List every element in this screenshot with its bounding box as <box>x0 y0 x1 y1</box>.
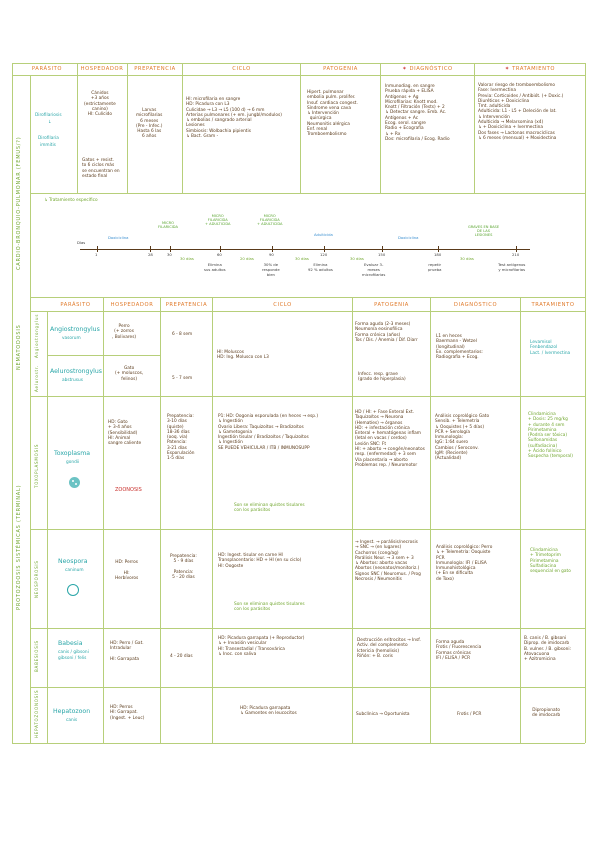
dirofilaria-name: Dirofilaria <box>38 136 59 141</box>
dir-prepatencia: Larvas microfilarias 6 meses (Pre - Infec.) Hasta 6 las 6 años <box>136 108 163 140</box>
hepatozoon-hospedador: HD: Perros HI: Garrapat. (Ingest. + Leuc) <box>110 705 145 721</box>
neospora-tratamiento: Clindamicina + Trimetoprim Pirimetamina Sulfadiacina sequencial en gato <box>530 548 571 575</box>
header-prepatencia: PREPATENCIA <box>134 66 176 72</box>
gap-label-2: 20 días <box>240 256 254 261</box>
neospora-ciclo: HD: Ingest. tisular en carne HI Transplacentario: HD + HI (en su ciclo) HI: Oogoste <box>218 553 302 569</box>
toxo-bottom <box>30 529 585 530</box>
star-icon: ✶ <box>504 66 513 72</box>
second-header-bottom <box>30 311 585 312</box>
hepatozoon-species: canis <box>66 718 78 723</box>
toxo-patogenia: HD / HI: + Fase Enteral Ext. Taquizoítos → Neurona (Hematíes) → órganos HD: + infestación crónica Enteral + hematógenas inflam (letal en vacas / cerdos) Lesión SNC: Ft HI: + aborto → congén/neonatos resp. (enfermedad) + 3 sem Vía placentaria → aborto Problemas rep. / Neuromotor <box>355 410 425 468</box>
gap-label-3: 30 días <box>295 256 309 261</box>
tick <box>150 246 151 252</box>
header-ciclo: CICLO <box>232 66 251 72</box>
babesia-diagnostico: Forma aguda Frotis / Fluorescencia Formas crónicas IFI / ELISA / PCR <box>436 640 482 661</box>
toxo-hospedador: HD: Gato + 3-4 años (Sensibilidad) HI: Animal sangre caliente <box>108 420 142 447</box>
babesia-tag: BABESIOSIS <box>34 640 39 672</box>
angio-tag: Angiostrongylus <box>34 313 39 358</box>
timeline-day-210: 210 <box>512 252 520 257</box>
angio-ciclo: HI: Moluscos HD: Ing. Molusco con L3 <box>217 350 269 361</box>
toxo-prepatencia: Prepatencia: 3-10 días (quiste) 18-36 días (ooq. vía) Patencia: 3-21 días Esporulación 1-5 días <box>167 414 195 462</box>
toxo-tratamiento: Clindamicina + Dosis: 25 mg/kg + durante 4 sem Pirimetamina (Podría ser tóxica) Sulfonamidas (sulfadiacina) + Ácido folínico Sospecha (temporal) <box>528 412 573 460</box>
tick <box>272 246 273 252</box>
babesia-tratamiento: B. canis / B. gibsoni Diprop. de imidocarb B. vulner. / B. gibsoni: Atovacuona + Azitromicina <box>524 636 571 663</box>
tick <box>516 246 517 252</box>
header2-diagnostico: DIAGNÓSTICO <box>453 302 498 308</box>
babesia-ciclo: HD: Picadura garrapata (+ Reproductor) ↳ + Invasión vesicular HI: Transestadial / Transovárica ↳ Inoc. con saliva <box>218 636 305 657</box>
aeluro-hospedador: Gato (+ moluscos, felinos) <box>115 366 144 382</box>
nematodes-bottom <box>30 396 585 397</box>
hepatozoon-diagnostico: Frotis / PCR <box>457 712 482 717</box>
side-col-line <box>30 75 31 743</box>
side-label-cardio: CARDIO-BRONQUIO-PULMONAR (FEMUS/?) <box>16 136 22 270</box>
timeline-bottom-3: Elimina 92 % adultos <box>308 262 333 272</box>
timeline-bottom-5: repetir prueba <box>428 262 442 272</box>
neospora-ciclo-note: Son se eliminan quistes tisulares con los parásitos <box>234 602 305 613</box>
col-div-prep <box>160 297 161 743</box>
gap-label-1: 30 días <box>180 256 194 261</box>
aeluro-tag: Aelurostr. <box>34 365 39 392</box>
header2-prepatencia: PREPATENCIA <box>165 302 208 308</box>
dir-bottom-line <box>30 193 585 194</box>
timeline-top-2: MICRO FILARICIDA + ADULTICIDA <box>205 214 231 226</box>
dir-diagnostico: Inmunodiag. en sangre Prueba rápida + ELISA Antígenos + Ag Microfilarias: Knott mod. Knott / Filtración (Tests) + 2 ↳ Detectar sangre. Emb. Ac. Antígenos + Ac Ecog. serol. sangre Radio + Ecografía ↳ + Rx Dos: microfilaria / Ecog. Radio <box>385 84 450 142</box>
angio-diagnostico: L1 en heces Baermann - Wetzel (longitudinal) Ex. complementarios: Radiografía + Ecog. <box>436 334 483 361</box>
hepatozoon-tag: HEPATOZOONOSIS <box>34 689 39 738</box>
toxoplasma-name: Toxoplasma <box>54 450 91 457</box>
frame-left-line <box>12 63 13 743</box>
col-div-diag <box>430 297 431 743</box>
babesia-patogenia: Destrucción eritrocitos → Insf. Activ. del complemento Ictericia (hemolisis) Riñón: + B. coris <box>357 638 421 659</box>
dir-div-5 <box>380 75 381 193</box>
timeline-doxiciclina-1: Doxiciclina <box>108 235 129 240</box>
dir-ciclo: HI: microfilaria en sangre HD: Picadura con L3 Culicidae → L3 → L5 (100 d) → 6 mm Arterias pulmonares (+ em. jungbl/modulos) ↳ embolias / sangrado arterial Lesiones Simbiosis: Wolbachia pipientis ↳ Bact. Gram - <box>186 97 282 140</box>
dir-div-6 <box>474 75 475 193</box>
hepatozoon-name: Hepatozoon <box>53 708 91 715</box>
timeline-bottom-4: Evaluar 3- meses microfilarias <box>362 262 386 277</box>
neospora-patogenia: → Ingest. → parálisis/necrosis → SNC → (en lugares) Cachorros (cong/ag) Parálisis Neur. → 3 sem + 3 ↳ Abortos: aborto vacas Abortos (neonatos/monitoriz.) Signos SNC / Neuromus. / Prog Necrosis / Neumonitis <box>355 540 421 583</box>
hepatozoon-ciclo: HD: Picadura garrapata ↳ Gamontes en leucocitos <box>240 706 297 717</box>
neospora-bottom <box>30 628 585 629</box>
header-hospedador: HOSPEDADOR <box>80 66 124 72</box>
timeline-day-150: 150 <box>378 252 386 257</box>
header2-patogenia: PATOGENIA <box>374 302 409 308</box>
dir-div-4 <box>300 75 301 193</box>
col-div-hosp <box>103 297 104 743</box>
header2-tratamiento: TRATAMIENTO <box>531 302 575 308</box>
aelurostrongylus-species: abstrusus <box>62 378 83 383</box>
aeluro-patogenia: Infecc. resp. grave (grado de hiperplasia) <box>358 372 406 383</box>
timeline-day-30: 30 <box>167 252 172 257</box>
side-label-nematodosis: NEMATODOSIS <box>16 324 22 370</box>
timeline-day-90: 90 <box>269 252 274 257</box>
header2-hospedador: HOSPEDADOR <box>110 302 154 308</box>
neospora-tag: NEOSPOROSIS <box>34 560 39 598</box>
aelurostrongylus-name: Aelurostrongylus <box>50 368 102 375</box>
toxo-tag: TOXOPLASMOSIS <box>34 443 39 488</box>
neospora-prepatencia: Prepatencia: 5 - 9 días Patencia: 5 - 20 días <box>170 554 197 581</box>
header-tratamiento: ✶ TRATAMIENTO <box>504 66 556 72</box>
neospora-species: caninum <box>65 568 84 573</box>
angio-patogenia: Forma aguda (2-3 meses) Neumonía eosinofílica Forma crónica (años) Tos / Dis. / Anemia / Dif. Diarr <box>355 322 418 343</box>
timeline-top-3: MICRO FILARICIDA + ADULTICIDA <box>257 214 283 226</box>
dir-div-1 <box>77 75 78 193</box>
header-bottom-line <box>12 75 585 76</box>
babesia-species-2: gibsoni / felis <box>58 656 87 661</box>
dir-div-2 <box>127 75 128 193</box>
header-parasito: PARÁSITO <box>31 66 63 72</box>
toxo-ciclo: P1: HD: Oogonia esporulada (en heces → esp.) ↳ Ingestión Ovario Libera: Taquizoítos → Bradizoítos ↳ Gametogonia Ingestión tisular / Bradizoítos / Taquizoítos ↳ Ingestión SE PUEDE VEHICULAR / ITB / INMUNOSUPP <box>218 414 319 451</box>
gap-label-5: 30 días <box>460 256 474 261</box>
header2-parasito: PARÁSITO <box>60 302 91 308</box>
timeline-day-120: 120 <box>320 252 328 257</box>
side-label-protozoosis: PROTOZOOSIS SISTÉMICAS (TERMINAL) <box>16 484 22 610</box>
timeline-top-1: MICRO FILARICIDA <box>158 221 178 229</box>
dir-div-3 <box>182 75 183 193</box>
timeline-top-4: GRAVES EN BASE DE LAS LESIONES <box>468 225 500 237</box>
toxo-diagnostico: Análisis coprológico Gato Sensib. + Telemetría ↳ Ooquistes (+ 5 días) PCR + Serología Inmunología: IgG: 1:64 suero Cambios / Seroconv. IgM: (Reciente) (Actualidad) <box>435 414 490 462</box>
timeline-day-60: 60 <box>217 252 222 257</box>
timeline-bottom-2: 30% de responde bien <box>262 262 280 277</box>
neospora-name: Neospora <box>58 558 88 565</box>
angio-hospedador: Perro (+ zorros , Bolivares) <box>112 324 137 340</box>
tick <box>170 246 171 252</box>
babesia-prepatencia: 4 - 20 días <box>170 654 193 659</box>
dir-hospedador-note: Gatos + resist. to 6 ciclos más se encuentran en estado final <box>82 158 120 179</box>
hepatozoon-patogenia: Subclínica → Oportunista <box>356 712 410 717</box>
timeline-label-days: Días <box>77 240 86 245</box>
dirofilariosis-name: Dirofilariosis <box>35 113 62 118</box>
frame-top-line <box>12 63 585 64</box>
tick <box>438 246 439 252</box>
oocyst-icon-dot <box>72 480 74 482</box>
timeline-day-180: 180 <box>434 252 442 257</box>
timeline-bottom-1: Elimina sus adultos <box>204 262 226 272</box>
hepatozoon-tratamiento: Dipropionato de imidocarb <box>532 708 561 719</box>
gap-label-4: 30 días <box>350 256 364 261</box>
timeline-axis <box>80 249 530 250</box>
tick <box>220 246 221 252</box>
tick <box>382 246 383 252</box>
frame-bottom-line <box>12 743 585 744</box>
arrow-down-icon: ↓ <box>48 120 52 125</box>
tratamiento-especifico-label: ↳ Tratamiento específico <box>44 198 98 203</box>
angio-tratamiento: Levamisol Fenbendazol Lact. / Ivermectina <box>530 340 571 356</box>
frame-right-line <box>585 63 586 743</box>
dir-hospedador: Cánidos +3 años (estrictamente canino) HI: Culícido <box>84 91 116 118</box>
timeline-day-28: 28 <box>148 252 153 257</box>
timeline-doxiciclina-2: Doxiciclina <box>398 235 419 240</box>
babesia-name: Babesia <box>58 640 83 647</box>
angio-prepatencia: 6 - 8 sem <box>172 332 193 337</box>
toxo-ciclo-note: Son se eliminan quistes tisulares con los parásitos <box>234 503 305 514</box>
tick <box>97 246 98 252</box>
babesia-bottom <box>30 687 585 688</box>
timeline-bottom-6: Test antígenos y microfilarias <box>498 262 526 272</box>
neospora-hospedador: HD: Perros HI: Herbívoros <box>115 560 139 581</box>
toxoplasma-species: gondii <box>66 460 80 465</box>
star-icon: ✶ <box>402 66 410 72</box>
tick <box>324 246 325 252</box>
babesia-hospedador: HD: Perro / Gat. Intradular HI: Garrapata <box>110 641 144 662</box>
aeluro-prepatencia: 5 - 7 sem <box>172 376 193 381</box>
header-patogenia: PATOGENIA <box>323 66 358 72</box>
header-diagnostico: ✶ DIAGNÓSTICO <box>402 66 453 72</box>
dir-patogenia: Hipert. pulmonar embolia pulm. prolifer. Insuf. cardiaca congest. Síndrome vena cava ↳ Intervención quirúrgica Neumonitis alérgica Enf. renal Tromboembolismo <box>307 90 358 138</box>
dirofilaria-species: immitis <box>40 143 56 148</box>
zoonosis-label: ZOONOSIS <box>115 487 142 493</box>
col-div-patog <box>352 297 353 743</box>
oocyst-icon-dot <box>75 483 77 485</box>
angiostrongylus-species: vasorum <box>62 336 81 341</box>
header2-ciclo: CICLO <box>273 302 292 308</box>
timeline-adulticida: Adulticida <box>314 232 333 237</box>
neospora-diagnostico: Análisis coprológico: Perro ↳ + Telemetría: Ooquiste PCR Inmunología: IFI / ELISA Inmunohistológica (+ En se dificulta de Toxo) <box>436 545 493 582</box>
col-div-trat <box>520 297 521 743</box>
sub-col-line <box>47 311 48 743</box>
angio-aeluro-div <box>47 355 160 356</box>
angiostrongylus-name: Angiostrongylus <box>50 326 100 333</box>
dir-tratamiento: Valorar riesgo de tromboembolismo Fase: Ivermectina Previa: Corticoides / Antibiót. (+ Doxic.) Diuréticos + Doxiciclina Tmt. adulticida Adulticida: L1 - L5 + Deleción de lat. ↳ Intervención Adulticida → Melarsomina (x4) ↳ + Doxiciclina + Ivermectina Dos fases → Lactonas macrocíclicas ↳ 6 meses (mensual) + Moxidectina <box>478 83 564 141</box>
cyst-icon <box>67 584 79 596</box>
babesia-species: canis / gibsoni <box>58 650 89 655</box>
timeline-day-1: 1 <box>95 252 98 257</box>
second-header-top <box>30 297 585 298</box>
col-div-ciclo <box>212 297 213 743</box>
